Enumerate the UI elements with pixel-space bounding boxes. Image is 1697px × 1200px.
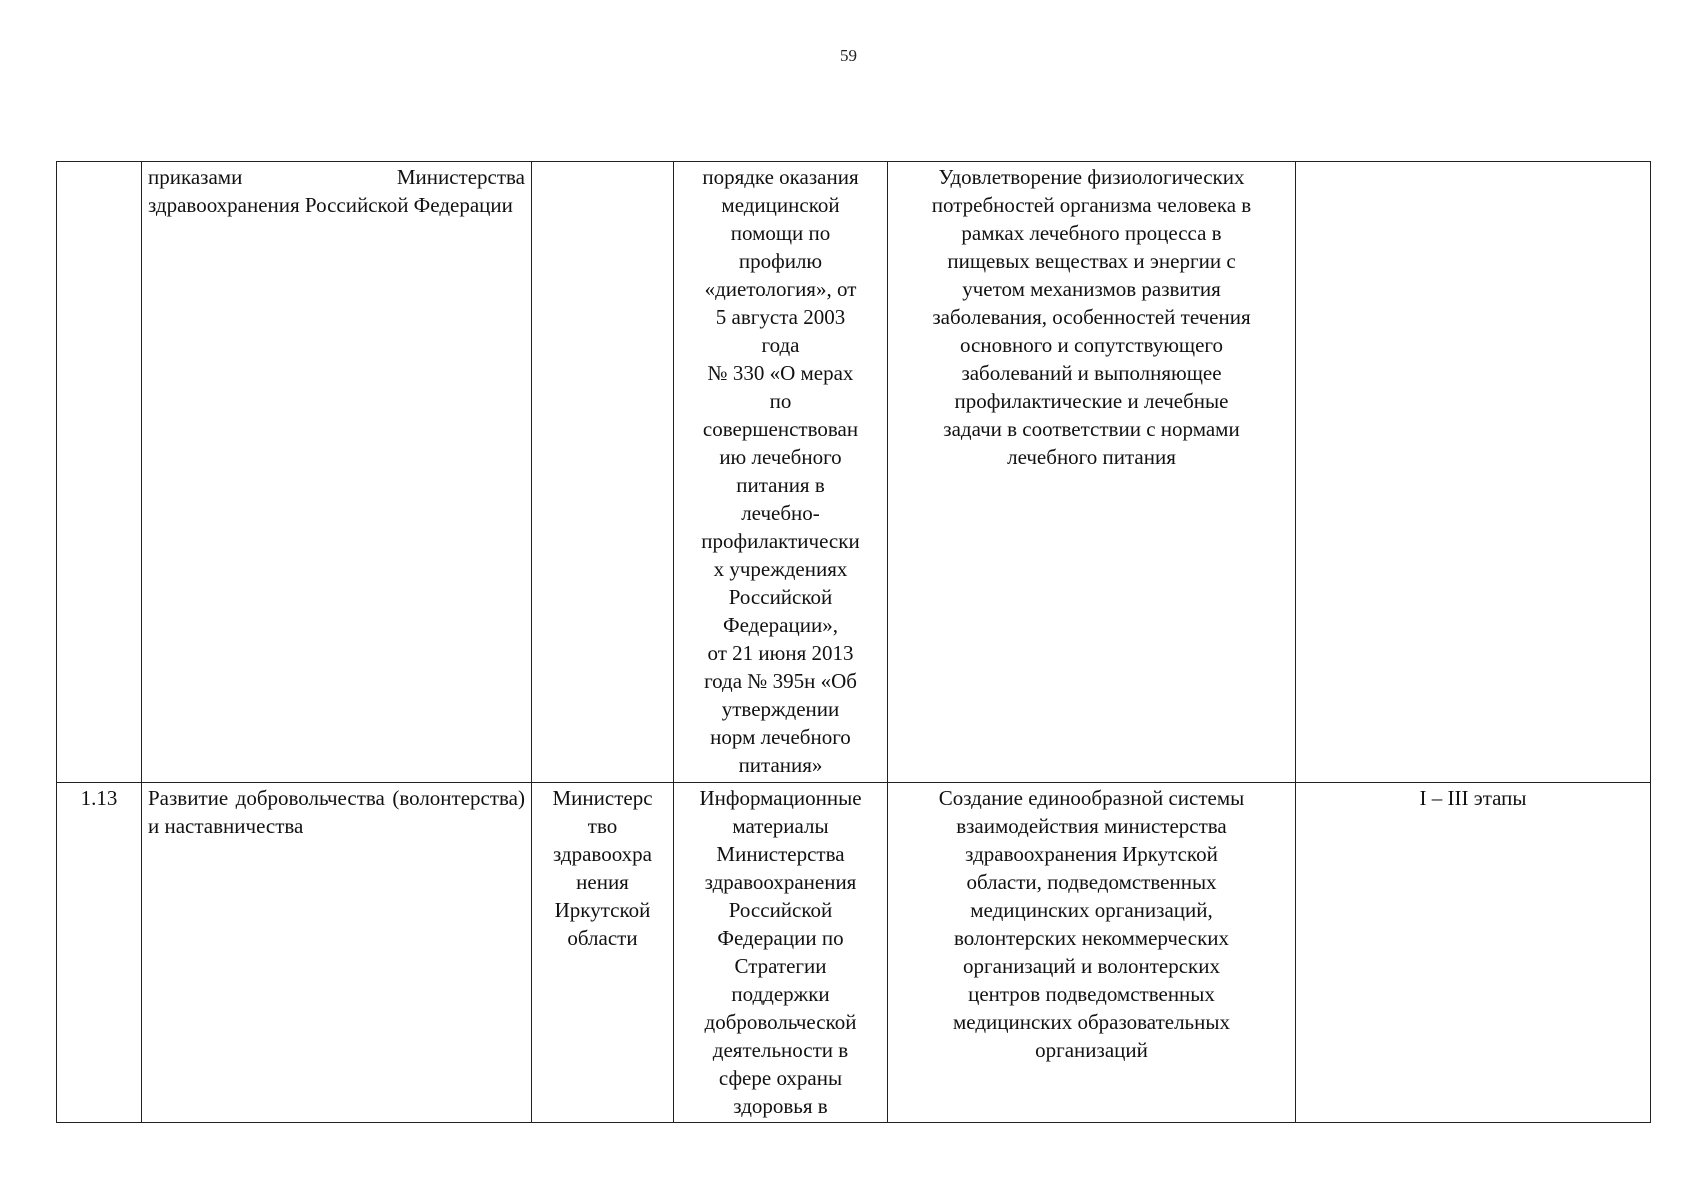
measures-table (56, 161, 1651, 1123)
table-row (57, 783, 1651, 1123)
responsible-cell (532, 783, 674, 1123)
stage-cell (1296, 783, 1651, 1123)
responsible-executor: Министерс тво здравоохра нения Иркутской области (552, 786, 653, 950)
stage-cell (1296, 162, 1651, 783)
legal-basis: порядке оказания медицинской помощи по профилю «диетология», от 5 августа 2003 года № 330 «О мерах по совершенствован ию лечебного питания в лечебно- профилактически х учреждениях Российской Федерации», от 21 июня 2013 года № 395н «Об утверждении норм лечебного питания» (701, 165, 860, 777)
measure-name-cell (142, 162, 532, 783)
basis-cell (674, 783, 888, 1123)
responsible-cell (532, 162, 674, 783)
expected-result: Создание единообразной системы взаимодействия министерства здравоохранения Иркутской области, подведомственных медицинских организаций, волонтерских некоммерческих организаций и волонтерских центров подведомственных медицинских образовательных организаций (938, 786, 1245, 1062)
page-number: 59 (840, 46, 857, 65)
legal-basis: Информационные материалы Министерства здравоохранения Российской Федерации по Стратегии поддержки добровольческой деятельности в сфере охраны здоровья в (699, 786, 862, 1118)
result-cell (888, 783, 1296, 1123)
row-number: 1.13 (80, 786, 118, 810)
basis-cell (674, 162, 888, 783)
result-cell (888, 162, 1296, 783)
measure-name: приказами Министерства здравоохранения Российской Федерации (148, 165, 525, 217)
measure-name-cell (142, 783, 532, 1123)
expected-result: Удовлетворение физиологических потребностей организма человека в рамках лечебного процесса в пищевых веществах и энергии с учетом механизмов развития заболевания, особенностей течения основного и сопутствующего заболеваний и выполняющее профилактические и лечебные задачи в соответствии с нормами лечебного питания (931, 165, 1252, 469)
measure-name: Развитие добровольчества (волонтерства) и наставничества (148, 786, 525, 838)
implementation-stage: I – III этапы (1419, 786, 1527, 810)
row-number-cell (57, 162, 142, 783)
table-row (57, 162, 1651, 783)
row-number-cell (57, 783, 142, 1123)
